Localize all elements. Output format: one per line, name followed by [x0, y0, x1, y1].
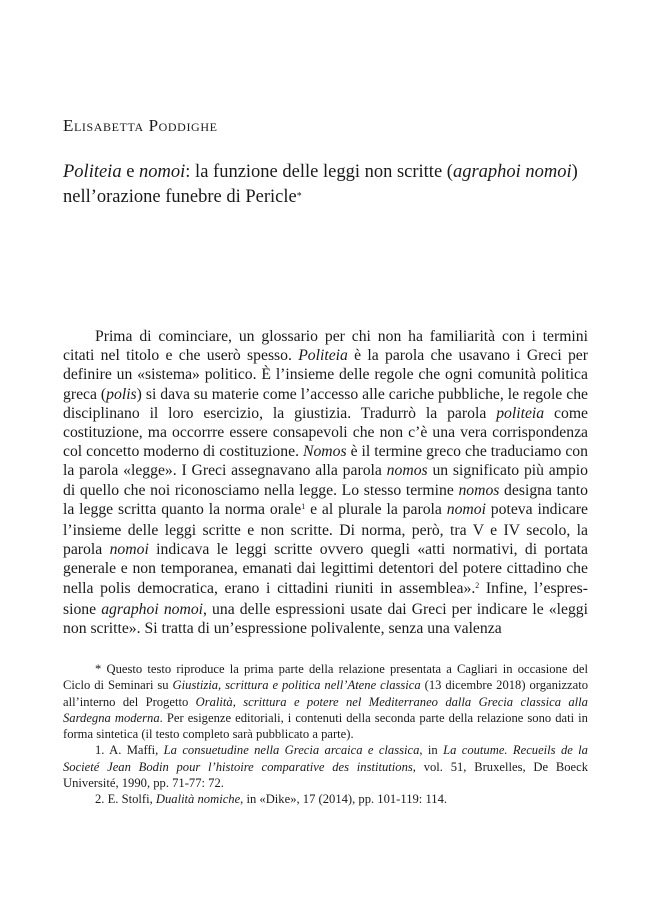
- body-text: e al plurale la parola: [305, 500, 447, 518]
- body-text: Prima di cominciare, un glossario per chi non ha familiarità con i termini citati nel titolo e che userò spesso.: [63, 328, 588, 365]
- author-name: Elisabetta Poddighe: [63, 116, 218, 135]
- body-italic-term: agraphoi nomoi: [101, 600, 204, 618]
- title-italic-agraphoi-nomoi: agraphoi nomoi: [452, 162, 572, 182]
- footnote-ref-1: 1: [301, 501, 306, 511]
- footnote-2: [63, 791, 588, 807]
- body-text: è il termine greco che traduciamo con la parola «legge». I Greci assegnavano alla parola: [63, 443, 588, 480]
- footnote-text: , vol. 51, Bruxelles, De Boeck Université, 1990, pp. 71-77: 72.: [63, 759, 588, 791]
- footnote-italic: Oralità, scrittura e potere nel Mediterraneo dalla Grecia classica alla Sardegna moderna: [63, 694, 588, 725]
- body-italic-term: Nomos: [303, 443, 347, 461]
- body-italic-term: politeia: [496, 404, 545, 422]
- footnote-italic: La consuetudine nella Grecia arcaica e classica: [163, 743, 420, 758]
- body-italic-term: Politeia: [298, 347, 348, 365]
- body-paragraph: [63, 327, 588, 638]
- footnote-italic: Dualità nomiche: [155, 792, 241, 807]
- body-text: designa tanto la legge scritta quanto la norma orale: [63, 481, 588, 518]
- body-italic-term: nomoi: [446, 500, 486, 518]
- footnote-text: (13 dicembre 2018) organizzato all’interno del Progetto: [63, 678, 589, 709]
- title-italic-nomoi: nomoi: [139, 162, 186, 182]
- body-text: indicava le leggi scritte ovvero quegli «atti normativi, di portata generale e non temporanea, emanati dai legittimi detentori del potere cittadino che nella polis democratica, erano i cittadini riuniti in assemblea».: [63, 541, 588, 597]
- body-italic-term: nomos: [458, 481, 500, 499]
- body-italic-term: polis: [106, 385, 137, 403]
- body-italic-term: nomos: [386, 462, 428, 480]
- body-italic-term: nomoi: [109, 541, 149, 559]
- footnote-text: * Questo testo riproduce la prima parte della relazione presentata a Cagliari in occasione del Ciclo di Seminari su: [63, 662, 588, 693]
- title-italic-politeia: Politeia: [63, 162, 122, 182]
- body-text: come costituzione, ma occorrre essere consapevoli che non c’è una vera corrispondenza col concetto moderno di costituzione.: [63, 404, 588, 461]
- body-text: è la parola che usavano i Greci per definire un «sistema» politico. È l’insieme delle regole che ogni comunità politica greca (: [63, 347, 588, 403]
- footnote-1: [63, 742, 588, 791]
- footnote-star: [63, 661, 588, 742]
- article-title: [63, 160, 603, 212]
- title-text: ) nell’orazione funebre di Pericle: [63, 162, 578, 207]
- body-text: Infine, l’espressione: [63, 579, 588, 618]
- title-text: e: [121, 162, 140, 182]
- footnote-text: , in «Dike», 17 (2014), pp. 101-119: 114.: [240, 792, 448, 807]
- footnote-ref-2: 2: [475, 580, 480, 590]
- footnote-italic: La coutume. Recueils de la Societé Jean Bodin pour l’histoire comparative des institutions: [63, 743, 588, 774]
- body-text: poteva indicare l’insieme delle leggi scritte e non scritte. Di norma, però, tra V e IV secolo, la parola: [63, 500, 588, 559]
- footnote-text: . Per esigenze editoriali, i contenuti della seconda parte della relazione sono dati in forma sintetica (il testo completo sarà pubblicato a parte).: [63, 710, 588, 742]
- footnote-text: , in: [419, 743, 444, 758]
- footnote-text: 1. A. Maffi,: [95, 743, 164, 758]
- body-text: ) si dava su materie come l’accesso alle cariche pubbliche, le regole che disciplinano il loro esercizio, la giustizia. Tradurrò la parola: [63, 385, 588, 422]
- footnotes-section: [63, 661, 588, 808]
- body-text: un significato più ampio di quello che noi riconosciamo nella legge. Lo stesso termine: [63, 462, 588, 499]
- body-text: , una delle espressioni usate dai Greci per indicare le «leggi non scritte». Si tratta di un’espressione polivalente, senza una valenza: [63, 600, 588, 638]
- footnote-italic: Giustizia, scrittura e politica nell’Atene classica: [172, 678, 421, 693]
- title-footnote-mark: *: [296, 191, 302, 202]
- footnote-text: 2. E. Stolfi,: [95, 792, 156, 807]
- title-text: : la funzione delle leggi non scritte (: [185, 162, 453, 182]
